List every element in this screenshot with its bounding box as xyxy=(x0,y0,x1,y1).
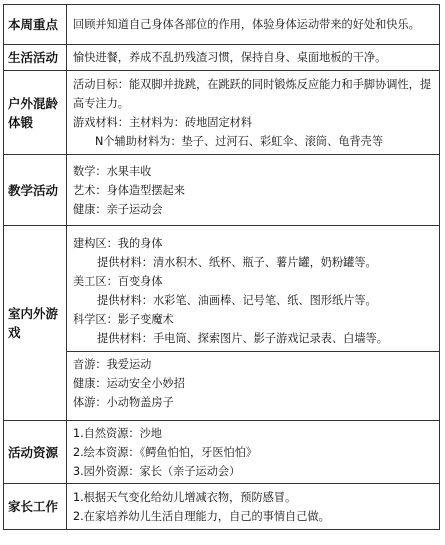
row-label-indoor: 室内外游戏 xyxy=(4,226,67,421)
resource-item: 3.园外资源：家长（亲子运动会） xyxy=(73,464,241,478)
life-text: 愉快进餐，养成不乱扔残渣习惯，保持自身、桌面地板的干净。 xyxy=(73,51,387,64)
row-content-outdoor xyxy=(67,71,440,155)
area-materials: 提供材料：清水积木、纸杯、瓶子、薯片罐，奶粉罐等。 xyxy=(97,256,377,269)
area-name: 美工区：百变身体 xyxy=(73,275,163,288)
area-materials: 提供材料：手电筒、探索图片、影子游戏记录表、白墙等。 xyxy=(97,332,388,345)
row-label-life: 生活活动 xyxy=(4,45,67,71)
teaching-item: 艺术：身体造型摆起来 xyxy=(73,183,185,197)
row-life xyxy=(4,45,440,71)
outdoor-game-item: 体游：小动物盖房子 xyxy=(73,396,174,409)
row-label-parents: 家长工作 xyxy=(4,484,67,530)
row-content-life xyxy=(67,45,440,71)
resource-item: 1.自然资源：沙地 xyxy=(73,426,162,440)
outdoor-game-item: 健康：运动安全小妙招 xyxy=(73,377,185,390)
area-name: 建构区：我的身体 xyxy=(73,237,163,250)
outdoor-main-material: 游戏材料：主材料为：砖地固定材料 xyxy=(73,115,253,129)
row-label-resources: 活动资源 xyxy=(4,421,67,484)
teaching-item: 数学：水果丰收 xyxy=(73,164,152,178)
parent-item: 2.在家培养幼儿生活自理能力，自己的事情自己做。 xyxy=(73,509,330,523)
outdoor-games xyxy=(67,351,439,412)
row-resources xyxy=(4,421,440,484)
row-label-teaching: 教学活动 xyxy=(4,155,67,226)
row-content-focus xyxy=(67,5,440,45)
outdoor-game-item: 音游：我爱运动 xyxy=(73,358,152,371)
row-label-outdoor: 户外混龄体锻 xyxy=(4,71,67,155)
area-name: 科学区：影子变魔术 xyxy=(73,313,174,326)
row-outdoor xyxy=(4,71,440,155)
row-content-indoor xyxy=(67,226,440,421)
parent-item: 1.根据天气变化给幼儿增减衣物，预防感冒。 xyxy=(73,490,297,504)
resource-item: 2.绘本资源：《鳄鱼怕怕，牙医怕怕》 xyxy=(73,445,258,459)
row-content-resources xyxy=(67,421,440,484)
outdoor-goal: 活动目标：能双脚并拢跳，在跳跃的同时锻炼反应能力和手脚协调性，提高专注力。 xyxy=(73,77,432,110)
teaching-item: 健康：亲子运动会 xyxy=(73,202,163,216)
focus-text: 回顾并知道自己身体各部位的作用，体验身体运动带来的好处和快乐。 xyxy=(73,18,420,31)
row-indoor xyxy=(4,226,440,421)
row-parents xyxy=(4,484,440,530)
outdoor-aux-material: N个辅助材料为：垫子、过河石、彩虹伞、滚筒、龟背壳等 xyxy=(95,134,384,148)
row-content-parents xyxy=(67,484,440,530)
weekly-plan-table xyxy=(3,4,440,530)
row-content-teaching xyxy=(67,155,440,226)
row-label-focus: 本周重点 xyxy=(4,5,67,45)
row-focus xyxy=(4,5,440,45)
row-teaching xyxy=(4,155,440,226)
area-materials: 提供材料：水彩笔、油画棒、记号笔、纸、图形纸片等。 xyxy=(97,294,377,307)
